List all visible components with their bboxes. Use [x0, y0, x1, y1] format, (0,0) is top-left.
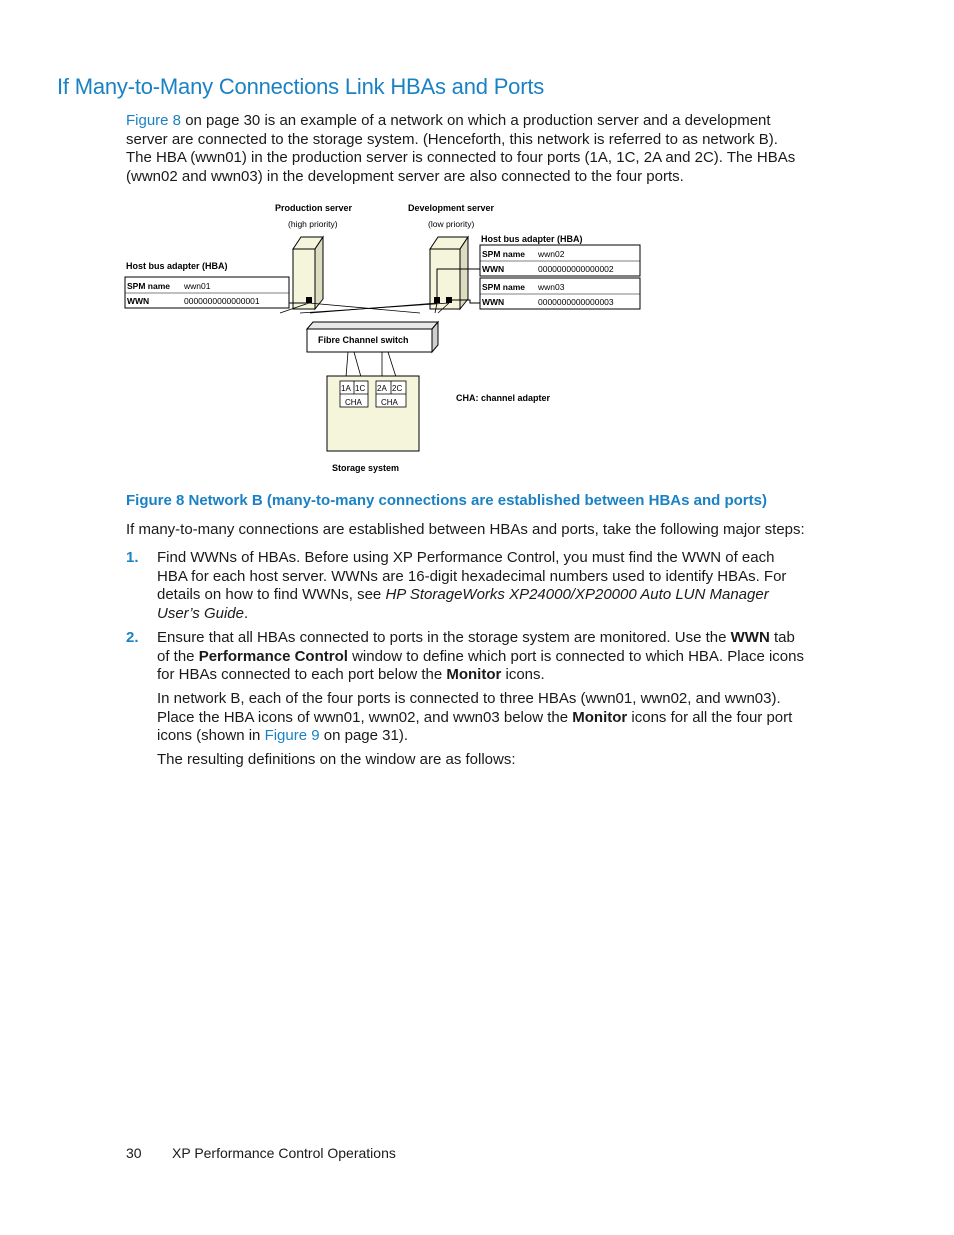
cha-1: CHA: [345, 398, 362, 407]
result-text: The resulting definitions on the window are as follows:: [157, 751, 516, 768]
wwn-tab-ref: WWN: [730, 629, 770, 646]
step-1-text: Find WWNs of HBAs. Before using XP Performance Control, you must find the WWN of each HBA for each host server. WWNs are 16-digit hexadecimal numbers used to identify HBAs. For details on how to find WWNs, see: [157, 549, 787, 604]
intro-text: on page 30 is an example of a network on which a production server and a development server are connected to the storage system. (Henceforth, this network is referred to as network B). The HBA (wwn01) in the production server is connected to four ports (1A, 1C, 2A and 2C). The HBAs (wwn02 and wwn03) in the development server are also connected to the four ports.: [126, 112, 796, 185]
step-1-number: 1.: [126, 549, 139, 566]
step-2-text-1: Ensure that all HBAs connected to ports in the storage system are monitored. Use the: [157, 629, 731, 646]
wwn02-value: 0000000000000002: [538, 264, 614, 274]
hba-wwn02-box: [480, 245, 640, 276]
wwn-label-2: WWN: [482, 264, 505, 274]
detail-text-3: on page 31).: [319, 727, 408, 745]
monitor-ref: Monitor: [446, 666, 502, 684]
step-1-body: [157, 549, 805, 623]
steps-intro: If many-to-many connections are established between HBAs and ports, take the following major steps:: [126, 521, 805, 538]
development-priority-label: (low priority): [428, 219, 475, 229]
step-2: [126, 629, 806, 687]
port-2a: 2A: [377, 384, 387, 393]
wwn02-name: wwn02: [538, 249, 565, 259]
cha-2: CHA: [381, 398, 398, 407]
page-number: 30: [126, 1145, 142, 1161]
figure-9-link[interactable]: Figure 9: [264, 727, 320, 745]
hba-right-title: Host bus adapter (HBA): [481, 234, 583, 244]
spm-name-label-2: SPM name: [482, 249, 525, 259]
step-2-text-2: tab of the: [157, 629, 795, 665]
fibre-channel-switch: [307, 322, 438, 352]
hba-left-title: Host bus adapter (HBA): [126, 261, 228, 271]
development-server-icon: [430, 237, 468, 309]
development-server-label: Development server: [408, 203, 495, 213]
hba-wwn03-box: [480, 278, 640, 309]
production-priority-label: (high priority): [288, 219, 338, 229]
spm-name-label: SPM name: [127, 281, 170, 291]
step-2-body: [157, 629, 805, 685]
detail-text-1: In network B, each of the four ports is connected to three HBAs (wwn01, wwn02, and wwn03). Place the HBA icons of wwn01, wwn02, and wwn03 below the: [157, 690, 781, 726]
wwn01-value: 0000000000000001: [184, 296, 260, 306]
page-footer: [126, 1145, 396, 1161]
production-server-icon: [293, 237, 323, 309]
performance-control-ref: Performance Control: [198, 647, 348, 665]
step-2-text-4: icons.: [501, 666, 545, 684]
network-b-diagram: [120, 195, 650, 480]
port-1a: 1A: [341, 384, 351, 393]
wwn03-value: 0000000000000003: [538, 297, 614, 307]
storage-system-label: Storage system: [332, 463, 400, 473]
step-2-text-3: window to define which port is connected to which HBA. Place icons for HBAs connected to each port below the: [157, 647, 804, 684]
cha-legend: CHA: channel adapter: [456, 393, 551, 403]
port-1c: 1C: [355, 384, 366, 393]
step-1: [126, 549, 806, 625]
step-1-end: .: [243, 604, 249, 622]
step-2-number: 2.: [126, 629, 139, 646]
figure-8-link[interactable]: Figure 8: [126, 112, 182, 129]
wwn01-name: wwn01: [184, 281, 211, 291]
wwn-label-3: WWN: [482, 297, 505, 307]
switch-label: Fibre Channel switch: [318, 335, 409, 345]
figure-caption: Figure 8 Network B (many-to-many connections are established between HBAs and ports): [126, 492, 767, 509]
hba-wwn01-box: [125, 277, 289, 308]
detail-text-2: icons for all the four port icons (shown in: [157, 708, 793, 745]
wwn-label: WWN: [127, 296, 150, 306]
production-server-label: Production server: [275, 203, 353, 213]
intro-paragraph: [126, 112, 806, 186]
guide-reference: HP StorageWorks XP24000/XP20000 Auto LUN Manager User’s Guide: [157, 586, 769, 622]
wwn03-name: wwn03: [538, 282, 565, 292]
storage-system: [327, 376, 419, 451]
spm-name-label-3: SPM name: [482, 282, 525, 292]
monitor-ref-2: Monitor: [572, 708, 628, 726]
footer-title: XP Performance Control Operations: [172, 1145, 396, 1161]
port-2c: 2C: [392, 384, 403, 393]
step-2-detail: [157, 690, 807, 746]
section-heading: If Many-to-Many Connections Link HBAs and Ports: [57, 74, 545, 99]
